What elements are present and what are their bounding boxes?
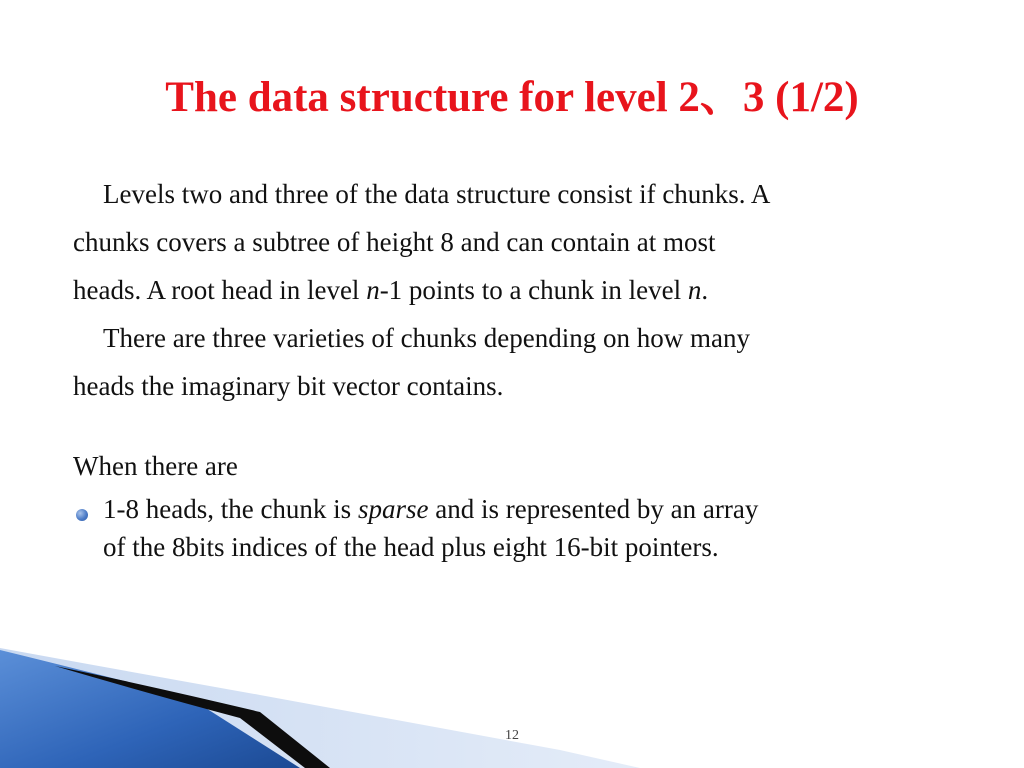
intro-text: When there are: [73, 451, 238, 481]
bullet-item: [73, 490, 973, 566]
bullet-dot-icon: [76, 509, 88, 521]
slide-title: The data structure for level 2、3 (1/2): [165, 74, 859, 121]
paragraph-1-line-3: [73, 266, 973, 314]
bullet-line-1-part-b: and is represented by an array: [428, 494, 759, 524]
paragraph-1-line-3-part-a: heads. A root head in level: [73, 275, 367, 305]
variable-n: n: [687, 275, 702, 305]
paragraph-1-line-3-part-c: .: [701, 275, 709, 305]
page-number: 12: [505, 728, 519, 743]
paragraph-spacer: [73, 410, 973, 442]
bullet-line-1-part-a: 1-8 heads, the chunk is: [103, 494, 358, 524]
variable-n: n: [366, 275, 380, 305]
bullet-line-2: of the 8bits indices of the head plus eight 16-bit pointers.: [103, 532, 719, 562]
slide-body: [73, 170, 973, 566]
paragraph-1-line-1: Levels two and three of the data structure consist if chunks. A: [103, 179, 771, 209]
term-sparse: sparse: [357, 494, 429, 524]
paragraph-1-line-3-part-b: -1 points to a chunk in level: [379, 275, 688, 305]
paragraph-2-line-1: There are three varieties of chunks depending on how many: [103, 323, 751, 353]
bullet-line-1: [103, 490, 973, 528]
paragraph-1-line-2: chunks covers a subtree of height 8 and can contain at most: [73, 227, 716, 257]
paragraph-2-line-2: heads the imaginary bit vector contains.: [73, 371, 504, 401]
